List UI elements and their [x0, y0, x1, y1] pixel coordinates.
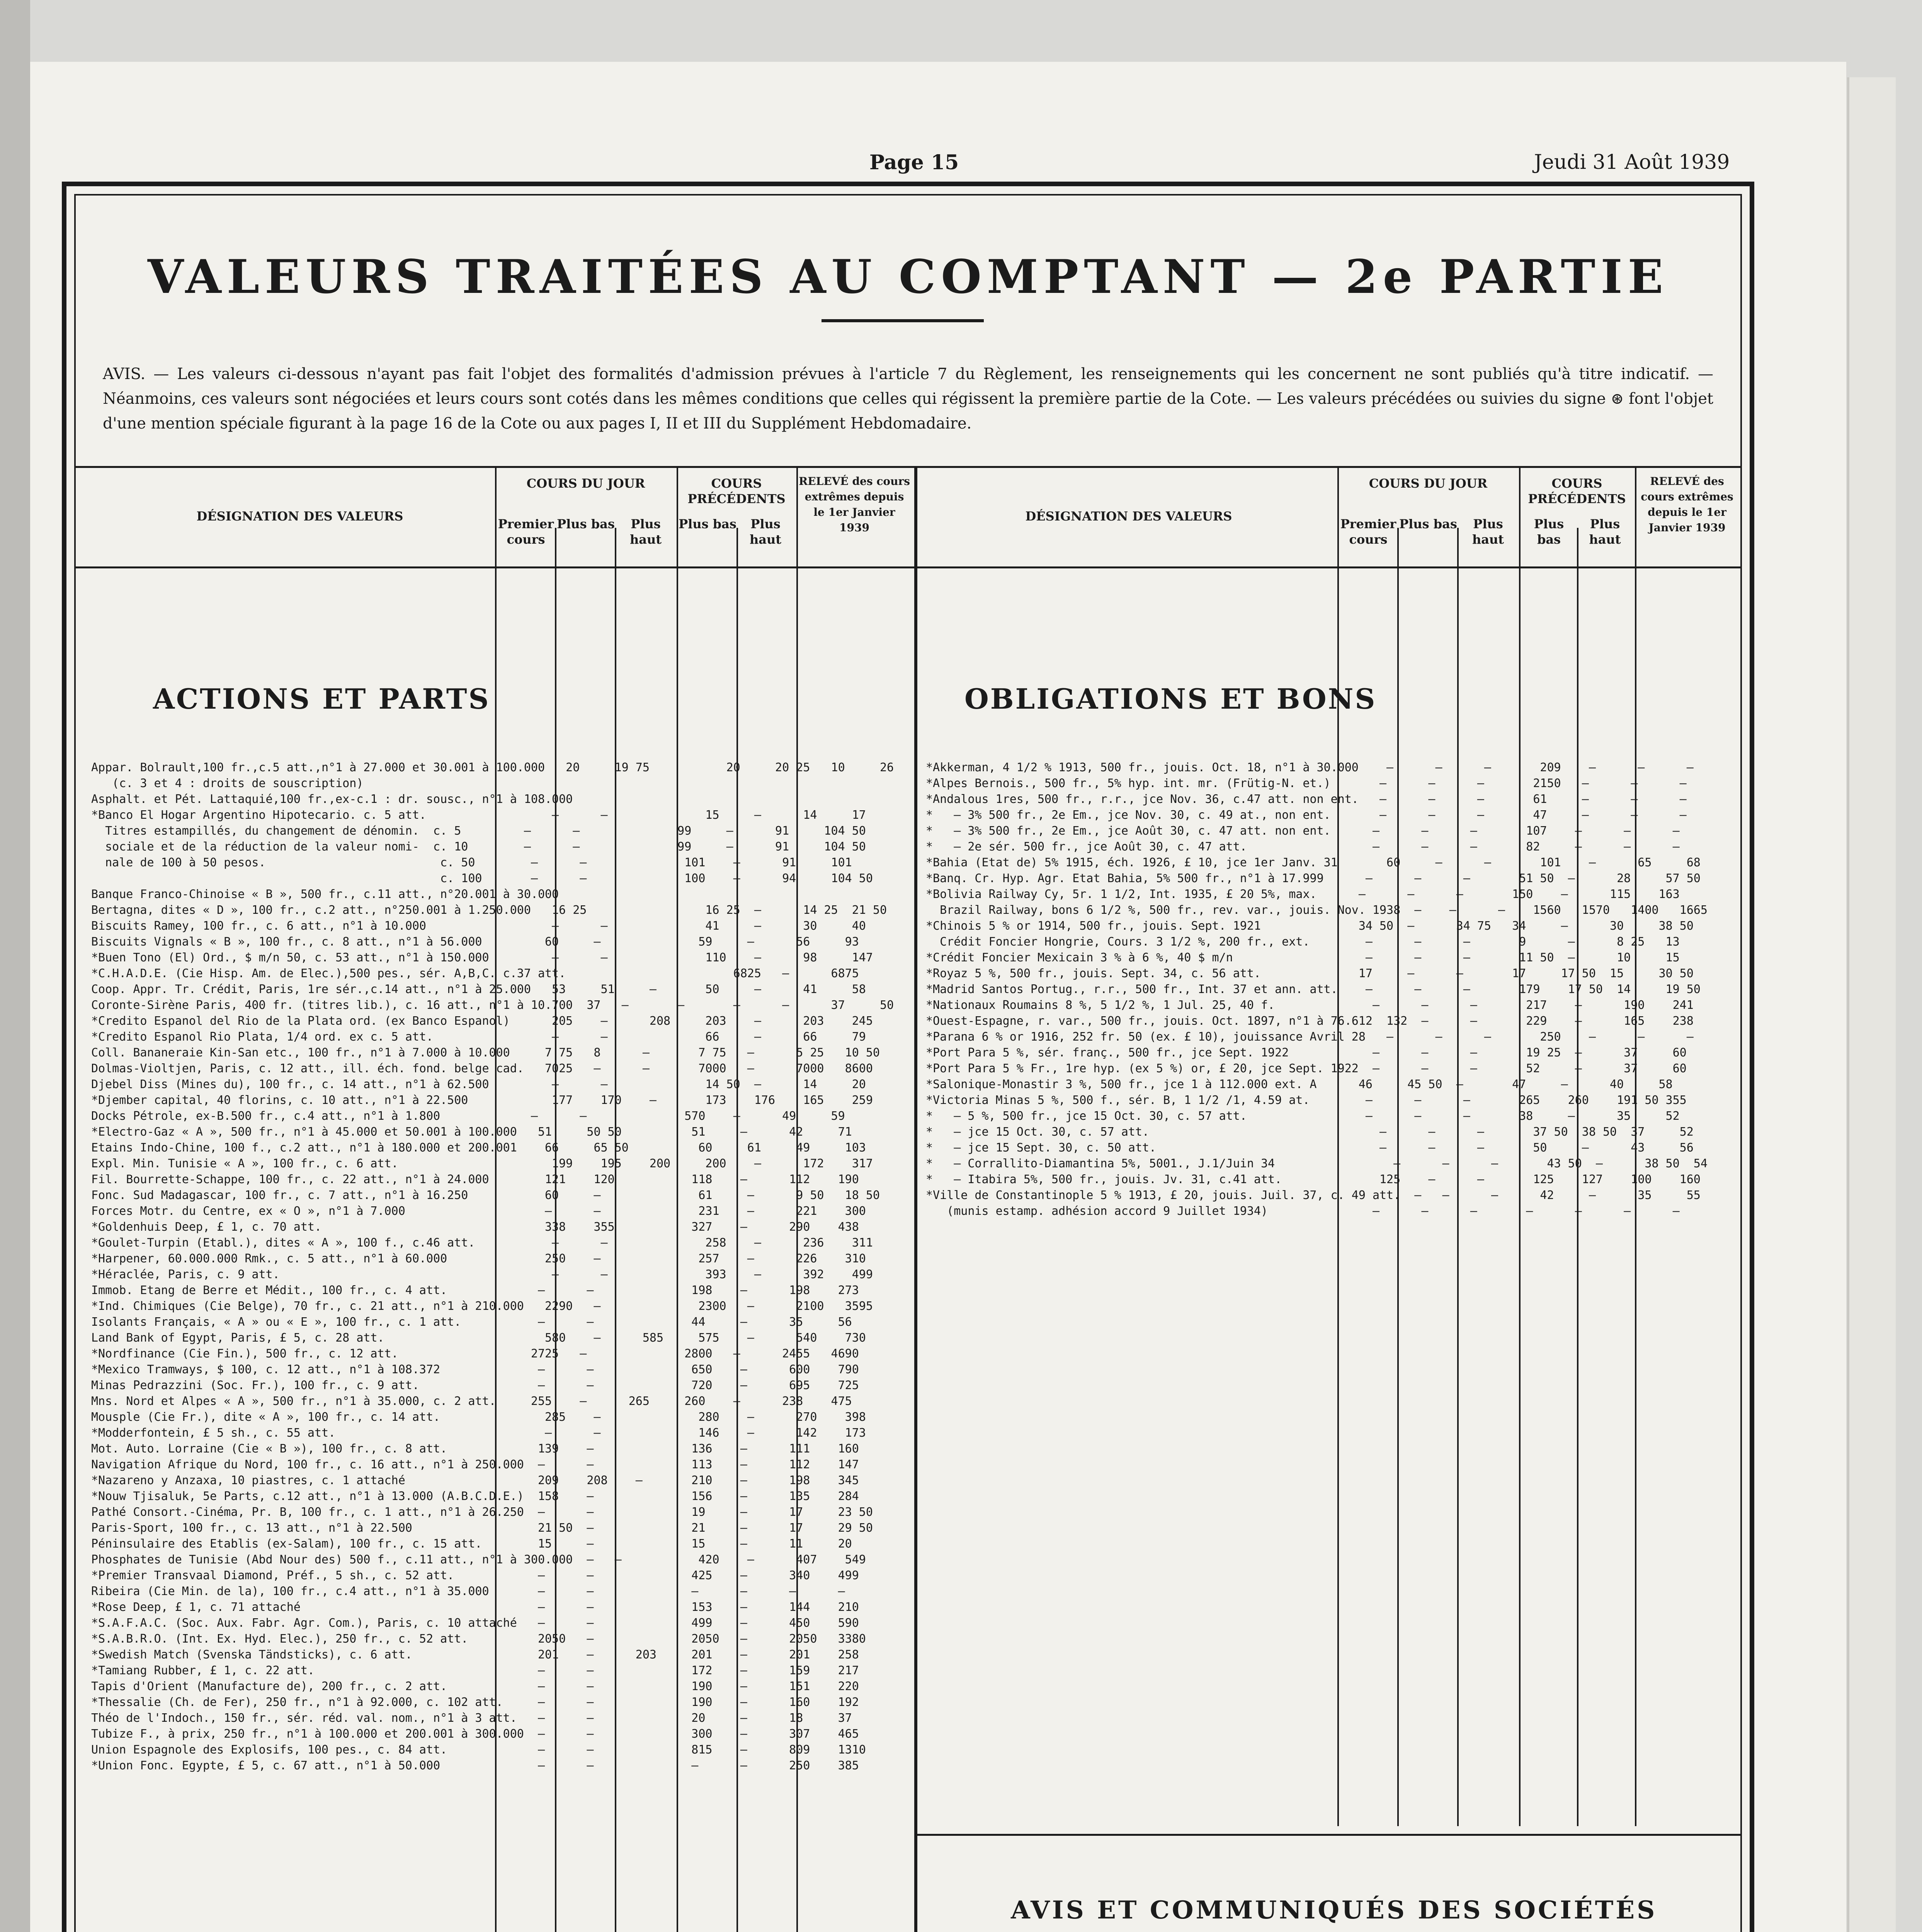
half-divider: [914, 466, 917, 1932]
table-row: Mns. Nord et Alpes « A », 500 fr., n°1 à 35.000, c. 2 att. 255 — 265 260 — 238 475: [91, 1395, 852, 1408]
right-plusbas-header: Plus bas: [1399, 517, 1457, 531]
table-row: *Banco El Hogar Argentino Hipotecario. c. 5 att. — — 15 — 14 17: [91, 808, 866, 822]
header-top-rule: [76, 466, 1740, 468]
table-row: *Alpes Bernois., 500 fr., 5% hyp. int. mr. (Frütig-N. et.) — — — 2150 — — —: [926, 777, 1687, 790]
table-row: Forces Motr. du Centre, ex « O », n°1 à 7.000 — — 231 — 221 300: [91, 1204, 866, 1218]
table-row: Ribeira (Cie Min. de la), 100 fr., c.4 att., n°1 à 35.000 — — — — — —: [91, 1585, 845, 1598]
left-designation-header: DÉSIGNATION DES VALEURS: [196, 509, 403, 524]
left-plushaut-header: Plus haut: [629, 517, 662, 547]
table-row: Tapis d'Orient (Manufacture de), 200 fr., c. 2 att. — — 190 — 151 220: [91, 1680, 859, 1693]
right-premier-header: Premier cours: [1340, 517, 1396, 547]
left-premier-header: Premier cours: [498, 517, 554, 547]
table-row: *Electro-Gaz « A », 500 fr., n°1 à 45.000 et 50.001 à 100.000 51 50 50 51 — 42 71: [91, 1125, 852, 1139]
right-cours-jour-header: COURS DU JOUR: [1369, 476, 1488, 491]
table-row: Expl. Min. Tunisie « A », 100 fr., c. 6 att. 199 195 200 200 — 172 317: [91, 1157, 873, 1170]
table-row: Fonc. Sud Madagascar, 100 fr., c. 7 att., n°1 à 16.250 60 — 61 — 9 50 18 50: [91, 1189, 880, 1202]
admission-notice: AVIS. — Les valeurs ci-dessous n'ayant pas fait l'objet des formalités d'admission prévues à l'article 7 du Règlement, les renseignements qui les concernent ne sont publiés qu'à titre indicatif. — Néanmoins, ces valeurs sont négociées et leurs cours sont cotés dans les mêmes conditions que celles qui régissent la première partie de la Cote. — Les valeurs précédées ou suivies du signe ⊛ font l'objet d'une mention spéciale figurant à la page 16 de la Cote ou aux pages I, II et III du Supplément Hebdomadaire.: [103, 365, 1713, 432]
table-row: Mot. Auto. Lorraine (Cie « B »), 100 fr., c. 8 att. 139 — 136 — 111 160: [91, 1442, 859, 1456]
table-row: *Tamiang Rubber, £ 1, c. 22 att. — — 172 — 159 217: [91, 1664, 859, 1677]
right-plushaut-header: Plus haut: [1472, 517, 1504, 547]
table-row: (munis estamp. adhésion accord 9 Juillet 1934) — — — — — — —: [926, 1204, 1680, 1218]
table-row: *C.H.A.D.E. (Cie Hisp. Am. de Elec.),500 pes., sér. A,B,C. c.37 att. 6825 — 6875: [91, 967, 859, 980]
title-rule: [822, 319, 984, 322]
left-precedents-header: COURS PRÉCÉDENTS: [687, 476, 786, 506]
table-row: *Banq. Cr. Hyp. Agr. Etat Bahia, 5% 500 fr., n°1 à 17.999 — — — 51 50 — 28 57 50: [926, 872, 1701, 885]
page-date: Jeudi 31 Août 1939: [1534, 151, 1730, 174]
table-row: *Ouest-Espagne, r. var., 500 fr., jouis. Oct. 1897, n°1 à 76.612 132 — — 229 — 165 238: [926, 1014, 1694, 1028]
table-row: *Nouw Tjisaluk, 5e Parts, c.12 att., n°1 à 13.000 (A.B.C.D.E.) 158 — 156 — 135 284: [91, 1490, 859, 1503]
table-row: *Swedish Match (Svenska Tändsticks), c. 6 att. 201 — 203 201 — 201 258: [91, 1648, 859, 1662]
right-section-title: OBLIGATIONS ET BONS: [964, 682, 1377, 715]
left-prec-haut-header: Plus haut: [749, 517, 782, 547]
table-row: Etains Indo-Chine, 100 f., c.2 att., n°1 à 180.000 et 200.001 66 65 50 60 61 49 103: [91, 1141, 866, 1155]
table-row: Tubize F., à prix, 250 fr., n°1 à 100.000 et 200.001 à 300.000 — — 300 — 307 465: [91, 1727, 859, 1741]
table-row: * — Corrallito-Diamantina 5%, 5001., J.1/Juin 34 — — — 43 50 — 38 50 54: [926, 1157, 1708, 1170]
table-row: *S.A.F.A.C. (Soc. Aux. Fabr. Agr. Com.), Paris, c. 10 attaché — — 499 — 450 590: [91, 1616, 859, 1630]
right-precedents-header: COURS PRÉCÉDENTS: [1528, 476, 1626, 506]
table-row: * — jce 15 Sept. 30, c. 50 att. — — — 50 — 43 56: [926, 1141, 1694, 1155]
avis-title: AVIS ET COMMUNIQUÉS DES SOCIÉTÉS: [1011, 1896, 1657, 1925]
table-row: Land Bank of Egypt, Paris, £ 5, c. 28 att. 580 — 585 575 — 540 730: [91, 1331, 866, 1345]
table-row: * — 5 %, 500 fr., jce 15 Oct. 30, c. 57 att. — — — 38 — 35 52: [926, 1109, 1680, 1123]
cote-inner: [74, 194, 1742, 1932]
table-row: Biscuits Vignals « B », 100 fr., c. 8 att., n°1 à 56.000 60 — 59 — 56 93: [91, 935, 859, 949]
table-row: *Andalous 1res, 500 fr., r.r., jce Nov. 36, c.47 att. non ent. — — — 61 — — —: [926, 793, 1687, 806]
table-row: *Premier Transvaal Diamond, Préf., 5 sh., c. 52 att. — — 425 — 340 499: [91, 1569, 859, 1582]
table-row: *Crédit Foncier Mexicain 3 % à 6 %, 40 $ m/n — — — 11 50 — 10 15: [926, 951, 1680, 964]
table-row: *Ville de Constantinople 5 % 1913, £ 20, jouis. Juil. 37, c. 49 att. — — — 42 — 35 55: [926, 1189, 1701, 1202]
table-row: *Akkerman, 4 1/2 % 1913, 500 fr., jouis. Oct. 18, n°1 à 30.000 — — — 209 — — —: [926, 761, 1694, 774]
table-row: nale de 100 à 50 pesos. c. 50 — — 101 — 91 101: [91, 856, 852, 869]
table-row: Crédit Foncier Hongrie, Cours. 3 1/2 %, 200 fr., ext. — — — 9 — 8 25 13: [926, 935, 1680, 949]
table-row: *Mexico Tramways, $ 100, c. 12 att., n°1 à 108.372 — — 650 — 600 790: [91, 1363, 859, 1376]
table-row: *Modderfontein, £ 5 sh., c. 55 att. — — 146 — 142 173: [91, 1426, 866, 1440]
table-row: c. 100 — — 100 — 94 104 50: [91, 872, 873, 885]
page-spine: [0, 0, 30, 1932]
page-number: Page 15: [869, 151, 959, 174]
left-prec-bas-header: Plus bas: [679, 517, 736, 531]
left-rows-table: [91, 760, 910, 1932]
table-row: Paris-Sport, 100 fr., c. 13 att., n°1 à 22.500 21 50 — 21 — 17 29 50: [91, 1521, 873, 1535]
table-row: Immob. Etang de Berre et Médit., 100 fr., c. 4 att. — — 198 — 198 273: [91, 1284, 859, 1297]
table-row: Bertagna, dites « D », 100 fr., c.2 att., n°250.001 à 1.250.000 16 25 16 25 — 14 25 21 50: [91, 903, 887, 917]
table-row: *Djember capital, 40 florins, c. 10 att., n°1 à 22.500 177 170 — 173 176 165 259: [91, 1094, 873, 1107]
table-row: Fil. Bourrette-Schappe, 100 fr., c. 22 att., n°1 à 24.000 121 120 118 — 112 190: [91, 1173, 859, 1186]
avis-divider: [914, 1834, 1740, 1836]
table-row: sociale et de la réduction de la valeur nomi- c. 10 — — 99 — 91 104 50: [91, 840, 866, 854]
table-row: Dolmas-Violtjen, Paris, c. 12 att., ill. éch. fond. belge cad. 7025 — — 7000 — 7000 8600: [91, 1062, 873, 1075]
table-row: Coronte-Sirène Paris, 400 fr. (titres lib.), c. 16 att., n°1 à 10.700 37 — — — — 37 50: [91, 998, 894, 1012]
table-row: Appar. Bolrault,100 fr.,c.5 att.,n°1 à 27.000 et 30.001 à 100.000 20 19 75 20 20 25 10 26: [91, 761, 894, 774]
table-row: *Union Fonc. Egypte, £ 5, c. 67 att., n°1 à 50.000 — — — — 250 385: [91, 1759, 859, 1772]
table-row: Phosphates de Tunisie (Abd Nour des) 500 f., c.11 att., n°1 à 300.000 — — 420 — 407 549: [91, 1553, 866, 1566]
table-row: *Nordfinance (Cie Fin.), 500 fr., c. 12 att. 2725 — 2800 — 2455 4690: [91, 1347, 859, 1361]
right-prec-bas-header: Plus bas: [1534, 517, 1564, 547]
table-row: * — 3% 500 fr., 2e Em., jce Août 30, c. 47 att. non ent. — — — 107 — — —: [926, 824, 1680, 838]
table-row: *Nazareno y Anzaxa, 10 piastres, c. 1 attaché 209 208 — 210 — 198 345: [91, 1474, 859, 1487]
page-title: VALEURS TRAITÉES AU COMPTANT — 2e PARTIE: [147, 250, 1669, 304]
table-row: Biscuits Ramey, 100 fr., c. 6 att., n°1 à 10.000 — — 41 — 30 40: [91, 919, 866, 933]
left-section-title: ACTIONS ET PARTS: [153, 682, 490, 715]
page-edge: [1847, 77, 1896, 1932]
table-row: *Credito Espanol Rio Plata, 1/4 ord. ex c. 5 att. — — 66 — 66 79: [91, 1030, 866, 1044]
table-row: Pathé Consort.-Cinéma, Pr. B, 100 fr., c. 1 att., n°1 à 26.250 — — 19 — 17 23 50: [91, 1505, 873, 1519]
cote-frame: [62, 182, 1754, 1932]
table-row: *Royaz 5 %, 500 fr., jouis. Sept. 34, c. 56 att. 17 — — 17 17 50 15 30 50: [926, 967, 1694, 980]
table-row: Docks Pétrole, ex-B.500 fr., c.4 att., n°1 à 1.800 — — 570 — 49 59: [91, 1109, 845, 1123]
table-row: Mousple (Cie Fr.), dite « A », 100 fr., c. 14 att. 285 — 280 — 270 398: [91, 1410, 866, 1424]
table-row: Djebel Diss (Mines du), 100 fr., c. 14 att., n°1 à 62.500 — — 14 50 — 14 20: [91, 1078, 866, 1091]
table-row: Isolants Français, « A » ou « E », 100 fr., c. 1 att. — — 44 — 35 56: [91, 1315, 852, 1329]
table-row: Théo de l'Indoch., 150 fr., sér. réd. val. nom., n°1 à 3 att. — — 20 — 18 37: [91, 1711, 852, 1725]
table-row: *Port Para 5 %, sér. franç., 500 fr., jce Sept. 1922 — — — 19 25 — 37 60: [926, 1046, 1687, 1060]
table-row: Banque Franco-Chinoise « B », 500 fr., c.11 att., n°20.001 à 30.000: [91, 888, 559, 901]
table-row: Brazil Railway, bons 6 1/2 %, 500 fr., rev. var., jouis. Nov. 1938 — — — 1560 1570 1400 1665: [926, 903, 1708, 917]
table-row: *Thessalie (Ch. de Fer), 250 fr., n°1 à 92.000, c. 102 att. — — 190 — 160 192: [91, 1696, 859, 1709]
table-row: * — jce 15 Oct. 30, c. 57 att. — — — 37 50 38 50 37 52: [926, 1125, 1694, 1139]
table-row: *Goldenhuis Deep, £ 1, c. 70 att. 338 355 327 — 290 438: [91, 1220, 859, 1234]
table-row: *Buen Tono (El) Ord., $ m/n 50, c. 53 att., n°1 à 150.000 — — 110 — 98 147: [91, 951, 873, 964]
table-row: (c. 3 et 4 : droits de souscription): [91, 777, 364, 790]
table-row: Titres estampillés, du changement de dénomin. c. 5 — — 99 — 91 104 50: [91, 824, 866, 838]
table-row: *Bolivia Railway Cy, 5r. 1 1/2, Int. 1935, £ 20 5%, max. — — — 150 — 115 163: [926, 888, 1680, 901]
table-row: *Victoria Minas 5 %, 500 f., sér. B, 1 1/2 /1, 4.59 at. — — — 265 260 191 50 355: [926, 1094, 1687, 1107]
table-row: Péninsulaire des Etablis (ex-Salam), 100 fr., c. 15 att. 15 — 15 — 11 20: [91, 1537, 852, 1551]
table-row: Coll. Bananeraie Kin-San etc., 100 fr., n°1 à 7.000 à 10.000 7 75 8 — 7 75 — 5 25 10 50: [91, 1046, 880, 1060]
table-row: *Rose Deep, £ 1, c. 71 attaché — — 153 — 144 210: [91, 1600, 859, 1614]
table-row: *Goulet-Turpin (Etabl.), dites « A », 100 f., c.46 att. — — 258 — 236 311: [91, 1236, 873, 1250]
table-row: Asphalt. et Pét. Lattaquié,100 fr.,ex-c.1 : dr. sousc., n°1 à 108.000: [91, 793, 573, 806]
table-row: * — 3% 500 fr., 2e Em., jce Nov. 30, c. 49 at., non ent. — — — 47 — — —: [926, 808, 1687, 822]
table-row: Minas Pedrazzini (Soc. Fr.), 100 fr., c. 9 att. — — 720 — 695 725: [91, 1379, 859, 1392]
table-row: Union Espagnole des Explosifs, 100 pes., c. 84 att. — — 815 — 809 1310: [91, 1743, 866, 1757]
table-row: *Nationaux Roumains 8 %, 5 1/2 %, 1 Jul. 25, 40 f. — — — 217 — 190 241: [926, 998, 1694, 1012]
left-plusbas-header: Plus bas: [557, 517, 615, 531]
table-row: *Madrid Santos Portug., r.r., 500 fr., Int. 37 et ann. att. — — — 179 17 50 14 19 50: [926, 983, 1701, 996]
table-row: *Credito Espanol del Rio de la Plata ord. (ex Banco Espanol) 205 — 208 203 — 203 245: [91, 1014, 873, 1028]
table-row: *Bahia (Etat de) 5% 1915, éch. 1926, £ 10, jce 1er Janv. 31 60 — — 101 — 65 68: [926, 856, 1701, 869]
table-row: *Port Para 5 % Fr., 1re hyp. (ex 5 %) or, £ 20, jce Sept. 1922 — — — 52 — 37 60: [926, 1062, 1687, 1075]
table-row: *Harpener, 60.000.000 Rmk., c. 5 att., n°1 à 60.000 250 — 257 — 226 310: [91, 1252, 866, 1265]
table-row: *Parana 6 % or 1916, 252 fr. 50 (ex. £ 10), jouissance Avril 28 — — — 250 — — —: [926, 1030, 1694, 1044]
table-row: *S.A.B.R.O. (Int. Ex. Hyd. Elec.), 250 fr., c. 52 att. 2050 — 2050 — 2050 3380: [91, 1632, 866, 1646]
header-bottom-rule: [76, 566, 1740, 568]
table-row: *Salonique-Monastir 3 %, 500 fr., jce 1 à 112.000 ext. A 46 45 50 — 47 — 40 58: [926, 1078, 1673, 1091]
left-releve-header: RELEVÉ des cours extrêmes depuis le 1er Janvier 1939: [799, 475, 910, 534]
right-rows-table: [926, 760, 1745, 1826]
table-row: Coop. Appr. Tr. Crédit, Paris, 1re sér.,c.14 att., n°1 à 25.000 53 51 — 50 — 41 58: [91, 983, 866, 996]
right-designation-header: DÉSIGNATION DES VALEURS: [1025, 509, 1232, 524]
table-row: * — 2e sér. 500 fr., jce Août 30, c. 47 att. — — — 82 — — —: [926, 840, 1680, 854]
right-releve-header: RELEVÉ des cours extrêmes depuis le 1er Janvier 1939: [1641, 475, 1733, 534]
table-row: Navigation Afrique du Nord, 100 fr., c. 16 att., n°1 à 250.000 — — 113 — 112 147: [91, 1458, 859, 1471]
table-row: *Héraclée, Paris, c. 9 att. — — 393 — 392 499: [91, 1268, 873, 1281]
table-row: * — Itabira 5%, 500 fr., jouis. Jv. 31, c.41 att. 125 — — 125 127 100 160: [926, 1173, 1701, 1186]
table-row: *Ind. Chimiques (Cie Belge), 70 fr., c. 21 att., n°1 à 210.000 2290 — 2300 — 2100 3595: [91, 1299, 873, 1313]
table-row: *Chinois 5 % or 1914, 500 fr., jouis. Sept. 1921 34 50 — 34 75 34 — 30 38 50: [926, 919, 1694, 933]
right-prec-haut-header: Plus haut: [1589, 517, 1621, 547]
left-cours-jour-header: COURS DU JOUR: [526, 476, 645, 491]
